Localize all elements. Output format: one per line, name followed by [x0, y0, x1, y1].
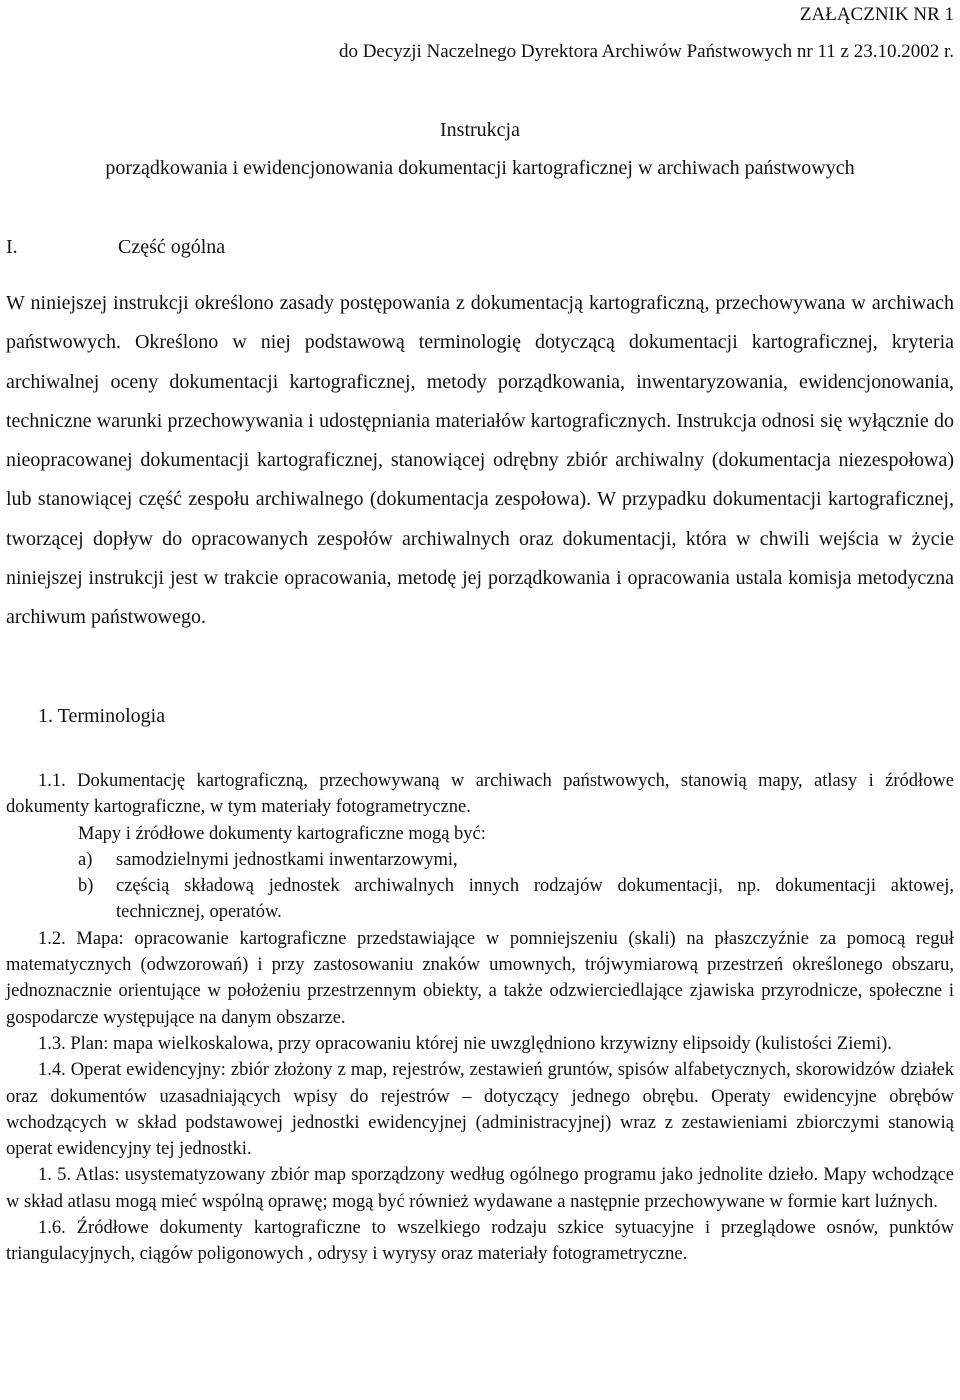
- intro-paragraph: W niniejszej instrukcji określono zasady postępowania z dokumentacją kartograficzną, przechowywana w archiwach państwowych. Określono w niej podstawową terminologię dotyczącą dokumentacji kartograficznej, kryteria archiwalnej oceny dokumentacji kartograficznej, metody porządkowania, inwentaryzowania, ewidencjonowania, techniczne warunki przechowywania i udostępniania materiałów kartograficznych. Instrukcja odnosi się wyłącznie do nieopracowanej dokumentacji kartograficznej, stanowiącej odrębny zbiór archiwalny (dokumentacja niezespołowa) lub stanowiącej część zespołu archiwalnego (dokumentacja zespołowa). W przypadku dokumentacji kartograficznej, tworzącej dopływ do opracowanych zespołów archiwalnych oraz dokumentacji, która w chwili wejścia w życie niniejszej instrukcji jest w trakcie opracowania, metodę jej porządkowania i opracowania ustala komisja metodyczna archiwum państwowego.: [6, 292, 954, 629]
- paragraph-1-4: 1.4. Operat ewidencyjny: zbiór złożony z map, rejestrów, zestawień gruntów, spisów alfabetycznych, skorowidzów działek oraz dokumentów uzasadniających wpisy do rejestrów – dotyczący jednego obrębu. Operaty ewidencyjne obrębów wchodzących w skład podstawowej jednostki ewidencyjnej (administracyjnej) wraz z zestawieniami zbiorczymi stanowią operat ewidencyjny tej jednostki.: [6, 1060, 954, 1160]
- paragraph-1-5: 1. 5. Atlas: usystematyzowany zbiór map sporządzony według ogólnego programu jako jednolite dzieło. Mapy wchodzące w skład atlasu mogą mieć wspólną oprawę; mogą być również wydawane a następnie przechowywane w formie kart luźnych.: [6, 1165, 954, 1212]
- paragraph-1-1-continuation: Mapy i źródłowe dokumenty kartograficzne mogą być:: [78, 823, 486, 844]
- document-subtitle: porządkowania i ewidencjonowania dokumentacji kartograficznej w archiwach państwowych: [105, 157, 855, 179]
- list-item-text: samodzielnymi jednostkami inwentarzowymi,: [116, 849, 458, 870]
- terminology-heading: 1. Terminologia: [38, 705, 166, 727]
- list-item-label: b): [78, 876, 94, 897]
- list-item: [6, 847, 954, 873]
- paragraph-1-6: 1.6. Źródłowe dokumenty kartograficzne to wszelkiego rodzaju szkice sytuacyjne i przeglądowe osnów, punktów triangulacyjnych, ciągów poligonowych , odrysy i wyrysy oraz materiały fotogrametryczne.: [6, 1218, 954, 1265]
- document-title: Instrukcja: [440, 119, 520, 141]
- paragraph-1-3: 1.3. Plan: mapa wielkoskalowa, przy opracowaniu której nie uwzględniono krzywizny elipsoidy (kulistości Ziemi).: [38, 1033, 892, 1054]
- terminology-body: [6, 768, 954, 1268]
- paragraph-1-2: 1.2. Mapa: opracowanie kartograficzne przedstawiające w pomniejszeniu (skali) na płaszczyźnie za pomocą reguł matematycznych (odwzorowań) i przy zastosowaniu znaków umownych, trójwymiarową przestrzeń określonego obszaru, jednoznacznie orientujące w położeniu przestrzennym obiekty, a także odzwierciedlające zjawiska przyrodnicze, społeczne i gospodarcze występujące na danym obszarze.: [6, 928, 954, 1028]
- paragraph-1-1: 1.1. Dokumentację kartograficzną, przechowywaną w archiwach państwowych, stanowią mapy, atlasy i źródłowe dokumenty kartograficzne, w tym materiały fotogrametryczne.: [6, 771, 954, 818]
- section-heading: [6, 234, 225, 260]
- annex-label: ZAŁĄCZNIK NR 1: [799, 4, 954, 25]
- section-number: I.: [6, 236, 18, 258]
- list-item: [6, 873, 954, 926]
- section-name: Część ogólna: [118, 236, 226, 258]
- decision-reference: do Decyzji Naczelnego Dyrektora Archiwów Państwowych nr 11 z 23.10.2002 r.: [338, 41, 954, 62]
- list-item-label: a): [78, 849, 93, 870]
- list-item-text: częścią składową jednostek archiwalnych innych rodzajów dokumentacji, np. dokumentacji aktowej, technicznej, operatów.: [116, 876, 954, 923]
